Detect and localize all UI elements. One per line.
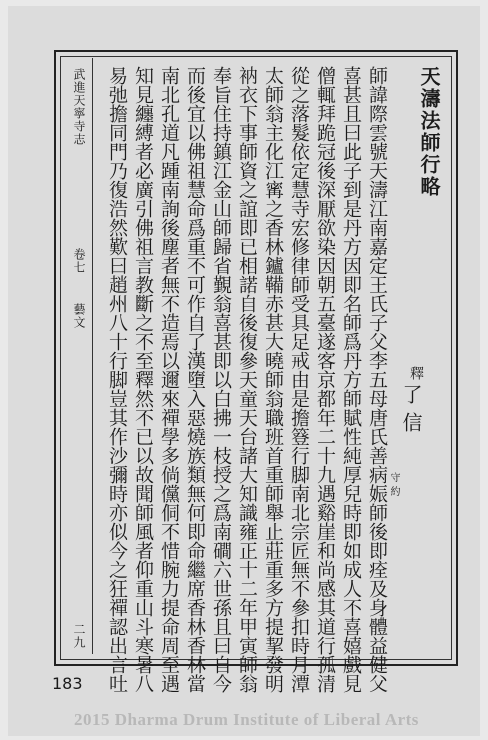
author-block	[386, 366, 426, 606]
text-body	[100, 66, 441, 693]
watermark: 2015 Dharma Drum Institute of Liberal Arts	[74, 710, 419, 729]
scanned-page	[8, 6, 480, 736]
author-name: 了信	[399, 384, 423, 440]
text-line: 從之落髮依定慧寺宏修律師受具足戒由是擔簦行脚南北宗匠無不參扣時月潭	[288, 66, 310, 693]
margin-page-number: 二九	[72, 623, 86, 649]
text-line: 而後宜以佛祖慧命爲重不可作自了漢墮入惡燒族類無何即命繼席香林香林當	[184, 66, 206, 693]
text-line: 喜甚且曰此子到是丹方因即名師爲丹方師賦性純厚兒時即如成人不喜嬉戲見	[340, 66, 362, 693]
text-line: 衲衣下事師資之誼即已相諾自後復參天童天台諸大知識雍正十二年甲寅師翁	[236, 66, 258, 693]
text-line: 太師翁主化江寗之香林鑪鞴赤甚大曉師翁職班首重師舉止莊重多方提挈發明	[262, 66, 284, 693]
text-line: 易弛擔同門乃復浩然歎曰趙州八十行脚豈其作沙彌時亦似今之狂禪認出言吐	[106, 66, 128, 693]
author-note: 守約	[388, 472, 399, 500]
text-line: 僧輒拜跪冠後深厭欲染因朝五臺遂客京都年二十九遇谿崖和尚感其道行孤清	[314, 66, 336, 693]
margin-column	[66, 58, 93, 654]
text-line: 南北孔道凡踵南詢後塵者無不造焉以邇來禪學多倘儻侗不惜腕力提命周至遇	[158, 66, 180, 693]
text-line: 知見纏縛者必廣引佛祖言教斷之不至釋然不已以故聞師風者仰重山斗寒暑八	[132, 66, 154, 693]
article-title: 天濤法師行略	[417, 66, 441, 198]
section-label: 藝文	[72, 303, 86, 329]
volume-label: 卷七	[72, 248, 86, 274]
text-line: 師諱際雲號天濤江南嘉定王氏子父李五母唐氏善病娠師後即痊及身體益健父	[366, 66, 388, 693]
author-prefix: 釋	[408, 366, 424, 380]
book-title: 武進天寧寺志	[72, 68, 86, 146]
text-line: 奉旨住持鎮江金山師歸省覲翁喜甚即以白拂一枝授之爲南磵六世孫且曰自今	[210, 66, 232, 693]
page-number: 183	[52, 674, 83, 693]
